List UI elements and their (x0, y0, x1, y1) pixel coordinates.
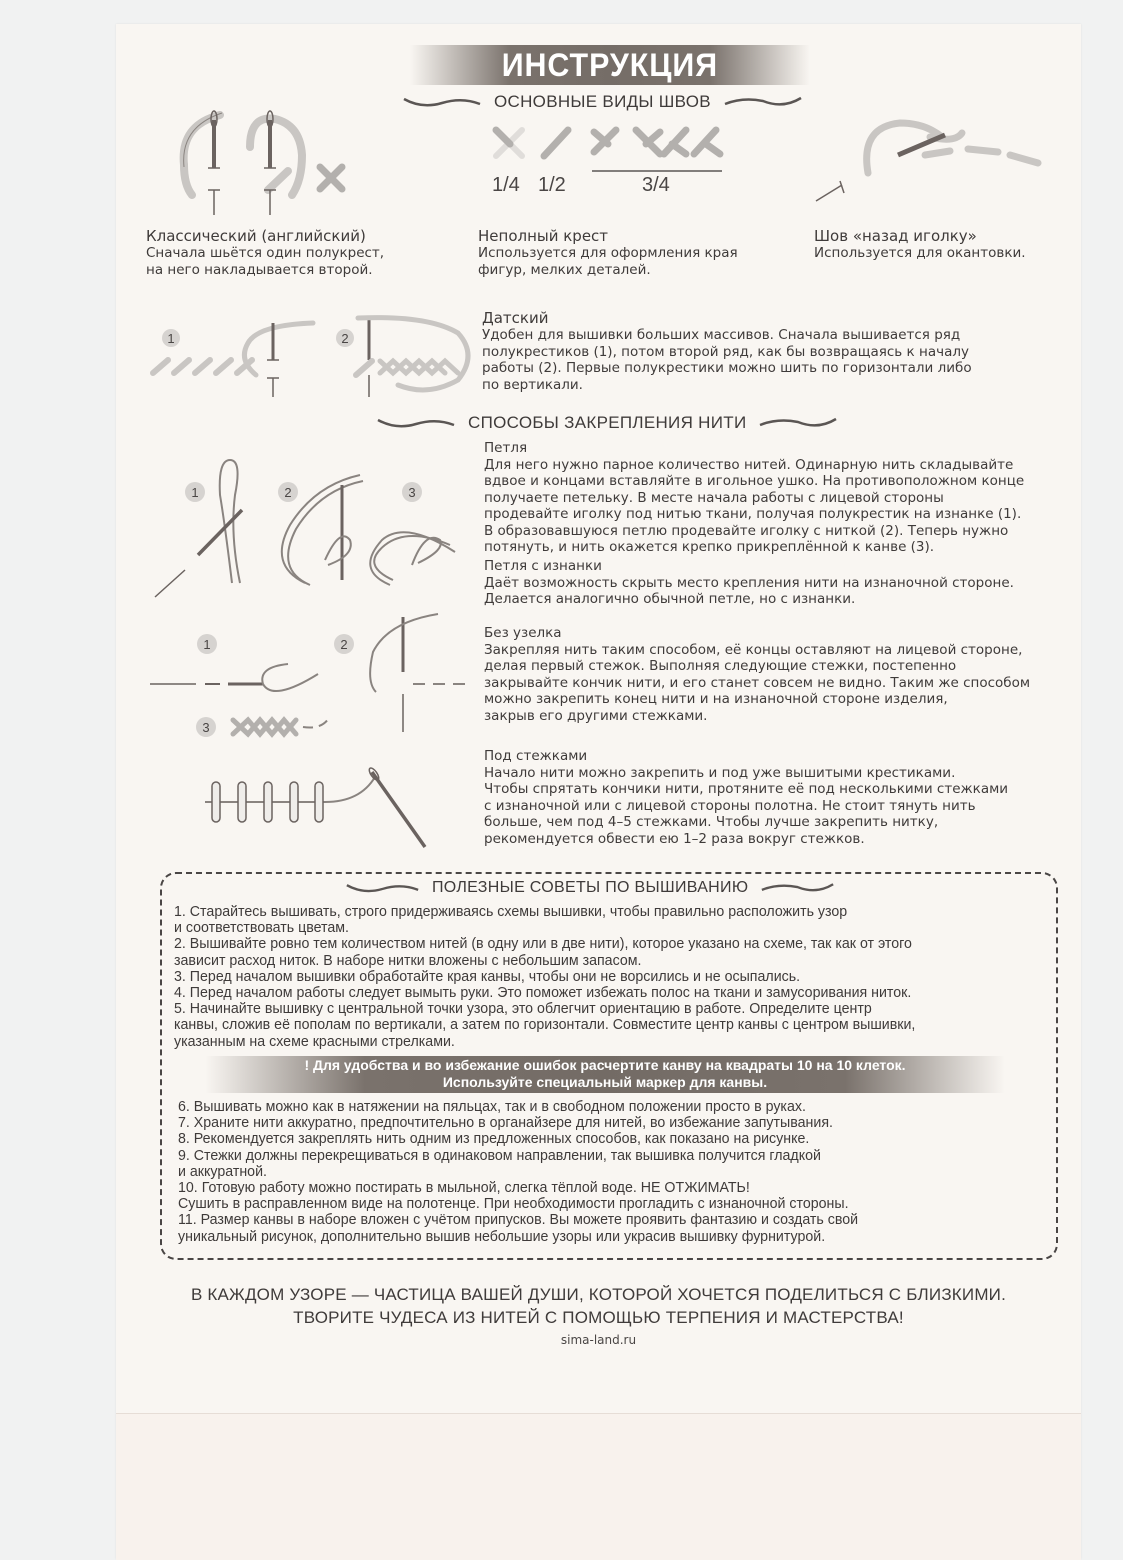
danish-stitch-title: Датский (482, 309, 549, 327)
text-line: больше, чем под 4–5 стежками. Чтобы лучше закрепить нитку, (484, 814, 939, 830)
motto-line-1: В КАЖДОМ УЗОРЕ — ЧАСТИЦА ВАШЕЙ ДУШИ, КОТОРОЙ ХОЧЕТСЯ ПОДЕЛИТЬСЯ С БЛИЗКИМИ. (190, 1285, 1007, 1304)
backstitch-title: Шов «назад иголку» (814, 227, 977, 245)
no-knot-description (484, 625, 1030, 724)
swoosh-left-icon (402, 95, 482, 109)
tip-line: 1. Старайтесь вышивать, строго придерживаясь схемы вышивки, чтобы правильно расположить узор (174, 904, 848, 920)
text-line: рекомендуется обвести ею 1–2 раза вокруг стежков. (484, 830, 865, 847)
text-line: Закрепляя нить таким способом, её концы оставляют на лицевой стороне, (484, 641, 1023, 658)
section-heading-text: СПОСОБЫ ЗАКРЕПЛЕНИЯ НИТИ (468, 413, 747, 432)
text-line: Для него нужно парное количество нитей. Одинарную нить складывайте (484, 456, 1014, 473)
tip-line: 8. Рекомендуется закреплять нить одним из предложенных способов, как показано на рисунке. (178, 1131, 810, 1148)
partial-cross-description (478, 227, 738, 278)
page-title: ИНСТРУКЦИЯ (501, 46, 719, 83)
section-heading-text: ОСНОВНЫЕ ВИДЫ ШВОВ (494, 92, 711, 111)
text-line: Делается аналогично обычной петле, но с изнанки. (484, 591, 856, 607)
under-stitches-illustration (200, 752, 440, 852)
loop-method-description (484, 440, 1024, 556)
backstitch-illustration (810, 115, 1045, 205)
section-heading-tips (345, 879, 835, 897)
no-knot-method-illustration (148, 612, 478, 742)
text-line: можно закрепить конец нити и на изнаночной стороне изделия, (484, 691, 948, 707)
step-1-label: 1 (167, 331, 175, 346)
notice-line: ! Для удобства и во избежание ошибок расчертите канву на квадраты 10 на 10 клеток. (304, 1057, 906, 1073)
text-line: потянуть, и нить окажется крепко прикреплённой к канве (3). (484, 539, 935, 555)
fraction-quarter: 1/4 (492, 174, 520, 196)
site-link: sima-land.ru (560, 1333, 637, 1347)
classic-stitch-illustration (170, 105, 370, 220)
tip-line: 9. Стежки должны перекрещиваться в одинаковом направлении, так вышивка получится гладкой (178, 1147, 821, 1164)
partial-cross-illustration (488, 122, 728, 177)
tips-list-bottom (178, 1099, 872, 1245)
motto-line-2: ТВОРИТЕ ЧУДЕСА ИЗ НИТЕЙ С ПОМОЩЬЮ ТЕРПЕНИЯ И МАСТЕРСТВА! (293, 1308, 904, 1327)
text-line: делая первый стежок. Выполняя следующие стежки, постепенно (484, 658, 957, 674)
notice-banner (205, 1056, 1005, 1093)
section-heading-securing (376, 413, 838, 433)
sheet-fold (116, 1413, 1081, 1560)
text-line: Начало нити можно закрепить и под уже вышитыми крестиками. (484, 764, 956, 781)
tip-line: Сушить в расправленном виде на полотенце. При необходимости прогладить с изнаночной стороны. (178, 1196, 849, 1213)
tip-line: указанным на схеме красными стрелками. (174, 1033, 455, 1050)
text-line: Чтобы спрятать кончики нити, протяните её под несколькими стежками (484, 781, 1009, 797)
tip-line: 7. Храните нити аккуратно, предпочтительно в органайзере для нитей, во избежание запутывания. (178, 1115, 833, 1132)
text-line: продевайте иголку под нитью ткани, получая полукрестик на изнанке (1). (484, 506, 1022, 522)
section-heading-text: ПОЛЕЗНЫЕ СОВЕТЫ ПО ВЫШИВАНИЮ (432, 879, 749, 896)
no-knot-title: Без узелка (484, 625, 562, 641)
tip-line: и аккуратной. (178, 1163, 267, 1180)
section-heading-stitch-types (402, 92, 803, 112)
tip-line: 6. Вышивать можно как в натяжении на пяльцах, так и в свободном положении просто в руках. (178, 1099, 806, 1115)
text-line: Сначала шьётся один полукрест, (146, 245, 385, 261)
swoosh-right-icon (758, 416, 838, 430)
notice-line: Используйте специальный маркер для канвы. (442, 1074, 768, 1090)
danish-stitch-description (482, 309, 972, 393)
tips-list-top (174, 904, 930, 1050)
text-line: с изнаночной или с лицевой стороны полотна. Не стоит тянуть нить (484, 797, 976, 814)
under-stitches-description (484, 748, 1008, 847)
partial-cross-title: Неполный крест (478, 227, 609, 245)
tip-line: зависит расход ниток. В наборе нитки вложены с небольшим запасом. (174, 952, 642, 969)
text-line: Используется для оформления края (478, 245, 738, 261)
text-line: на него накладывается второй. (146, 261, 373, 278)
loop-method-title: Петля (484, 440, 528, 456)
text-line: закрывайте кончик нити, и его станет совсем не видно. Таким же способом (484, 674, 1031, 691)
classic-stitch-description (146, 227, 384, 278)
swoosh-right-icon (723, 95, 803, 109)
title-banner (410, 45, 810, 85)
svg-text:2: 2 (340, 637, 348, 652)
svg-text:3: 3 (408, 485, 416, 500)
step-2-label: 2 (341, 331, 349, 346)
text-line: работы (2). Первые полукрестики можно шить по горизонтали либо (482, 360, 972, 376)
tip-line: 2. Вышивайте ровно тем количеством нитей (в одну или в две нити), которое указано на схеме, так как от этого (174, 936, 912, 953)
swoosh-right-icon (760, 881, 835, 895)
tip-line: 5. Начинайте вышивку с центральной точки узора, это облегчит ориентацию в работе. Определите центр (174, 1001, 872, 1018)
text-line: вдвое и концами вставляйте в игольное ушко. На противоположном конце (484, 473, 1025, 489)
svg-text:3: 3 (202, 720, 210, 735)
loop-method-illustration (150, 455, 460, 605)
text-line: Удобен для вышивки больших массивов. Сначала вышивается ряд (482, 327, 961, 343)
text-line: Даёт возможность скрыть место крепления нити на изнаночной стороне. (484, 574, 1014, 591)
tip-line: канвы, сложив её пополам по вертикали, а затем по горизонтали. Совместите центр канвы с центром вышивки, (174, 1017, 916, 1034)
back-loop-description (484, 558, 1014, 608)
text-line: В образовавшуюся петлю продевайте иголку с ниткой (2). Теперь нужно (484, 522, 1009, 539)
svg-text:1: 1 (203, 637, 211, 652)
swoosh-left-icon (345, 881, 420, 895)
text-line: по вертикали. (482, 376, 583, 393)
text-line: полукрестиков (1), потом второй ряд, как бы возвращаясь к началу (482, 343, 969, 360)
tip-line: 3. Перед началом вышивки обработайте края канвы, чтобы они не ворсились и не осыпались. (174, 968, 801, 985)
text-line: фигур, мелких деталей. (478, 261, 651, 278)
fraction-half: 1/2 (538, 174, 566, 196)
tip-line: уникальный рисунок, дополнительно вышив небольшие узоры или украсив вышивку фурнитурой. (178, 1228, 826, 1245)
text-line: закрыв его другими стежками. (484, 707, 708, 724)
fraction-three-quarters: 3/4 (642, 174, 670, 196)
swoosh-left-icon (376, 416, 456, 430)
tip-line: 10. Готовую работу можно постирать в мыльной, слегка тёплой воде. НЕ ОТЖИМАТЬ! (178, 1180, 750, 1197)
backstitch-description (814, 227, 1026, 262)
svg-text:2: 2 (284, 485, 292, 500)
tip-line: 11. Размер канвы в наборе вложен с учётом припусков. Вы можете проявить фантазию и создать свой (178, 1212, 859, 1229)
danish-stitch-illustration (148, 305, 478, 400)
back-loop-title: Петля с изнанки (484, 558, 602, 574)
tip-line: 4. Перед началом работы следует вымыть руки. Это поможет избежать полос на ткани и замусоривания ниток. (174, 985, 912, 1002)
under-stitches-title: Под стежками (484, 748, 588, 764)
text-line: получаете петельку. В месте начала работы с лицевой стороны (484, 489, 944, 506)
svg-text:1: 1 (191, 485, 199, 500)
classic-stitch-title: Классический (английский) (146, 227, 366, 245)
text-line: Используется для окантовки. (814, 245, 1026, 261)
tip-line: и соответствовать цветам. (174, 920, 350, 937)
